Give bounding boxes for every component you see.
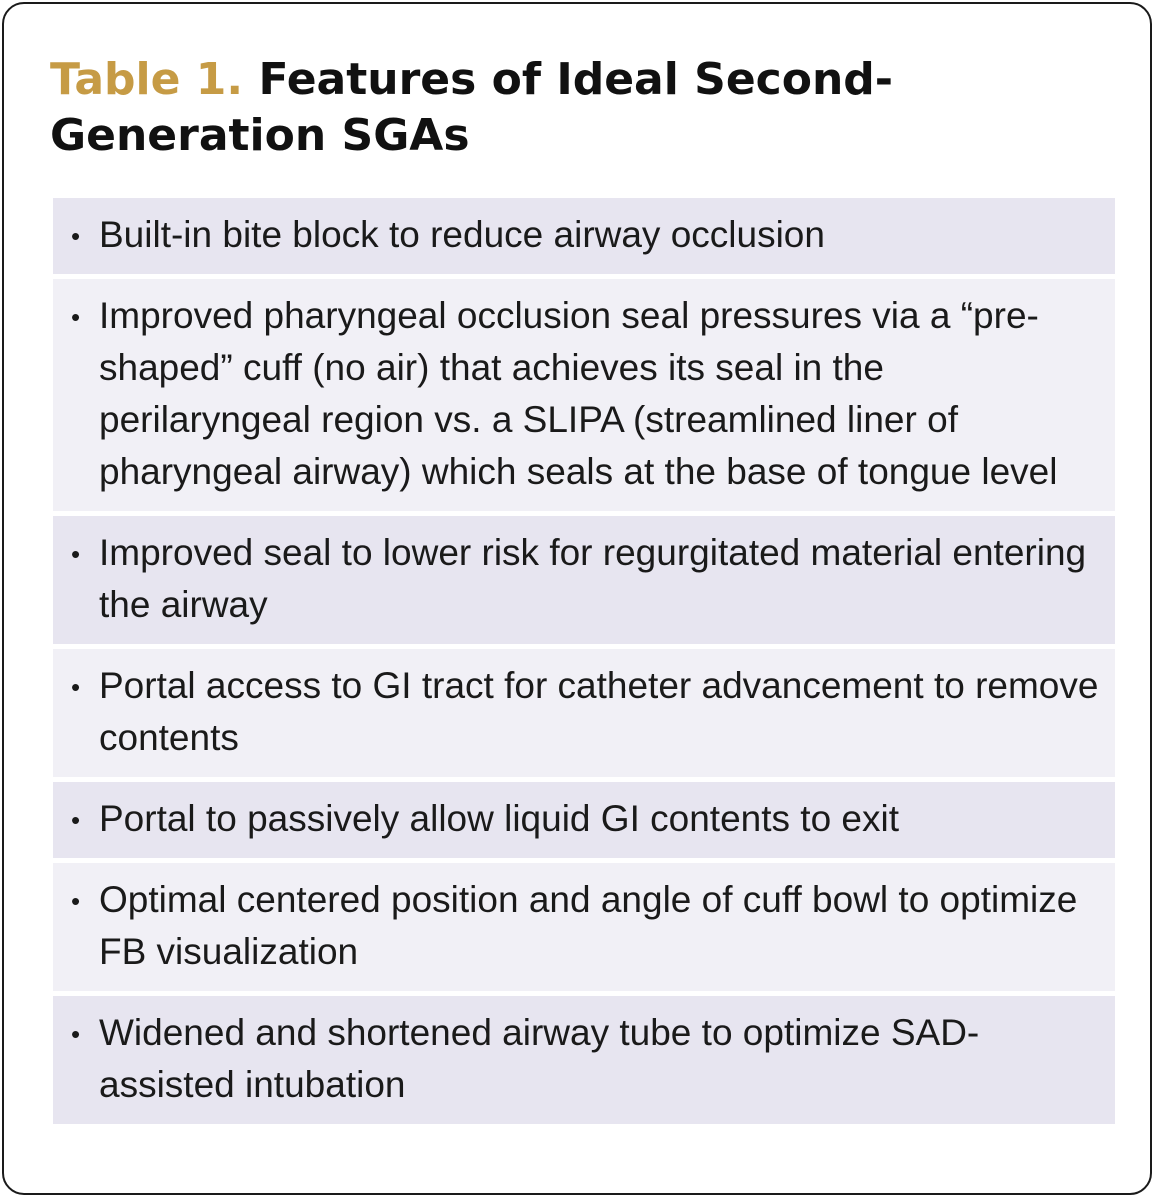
feature-list [53, 198, 1115, 1129]
table-label: Table 1. [50, 54, 244, 105]
feature-row-5 [53, 782, 1115, 858]
feature-text: Optimal centered position and angle of cuff bowl to optimize FB visualization [99, 879, 1078, 972]
feature-text: Improved pharyngeal occlusion seal pressures via a “pre-shaped” cuff (no air) that achieves its seal in the perilaryngeal region vs. a SLIPA (streamlined liner of pharyngeal airway) which seals at the base of tongue level [99, 295, 1058, 492]
feature-row-6 [53, 863, 1115, 991]
bullet-icon: • [71, 221, 81, 251]
feature-row-7 [53, 996, 1115, 1124]
bullet-icon: • [71, 302, 81, 332]
feature-text: Widened and shortened airway tube to optimize SAD-assisted intubation [99, 1012, 980, 1105]
feature-text: Improved seal to lower risk for regurgitated material entering the airway [99, 532, 1087, 625]
feature-text: Portal access to GI tract for catheter advancement to remove contents [99, 665, 1099, 758]
feature-row-1 [53, 198, 1115, 274]
bullet-icon: • [71, 539, 81, 569]
feature-row-2 [53, 279, 1115, 511]
feature-text: Built-in bite block to reduce airway occlusion [99, 214, 825, 255]
bullet-icon: • [71, 672, 81, 702]
bullet-icon: • [71, 805, 81, 835]
feature-row-3 [53, 516, 1115, 644]
table-title [50, 52, 1110, 164]
feature-row-4 [53, 649, 1115, 777]
bullet-icon: • [71, 886, 81, 916]
bullet-icon: • [71, 1019, 81, 1049]
feature-text: Portal to passively allow liquid GI contents to exit [99, 798, 899, 839]
table-title-text: Features of Ideal Second-Generation SGAs [50, 54, 894, 161]
table-frame [2, 2, 1152, 1195]
